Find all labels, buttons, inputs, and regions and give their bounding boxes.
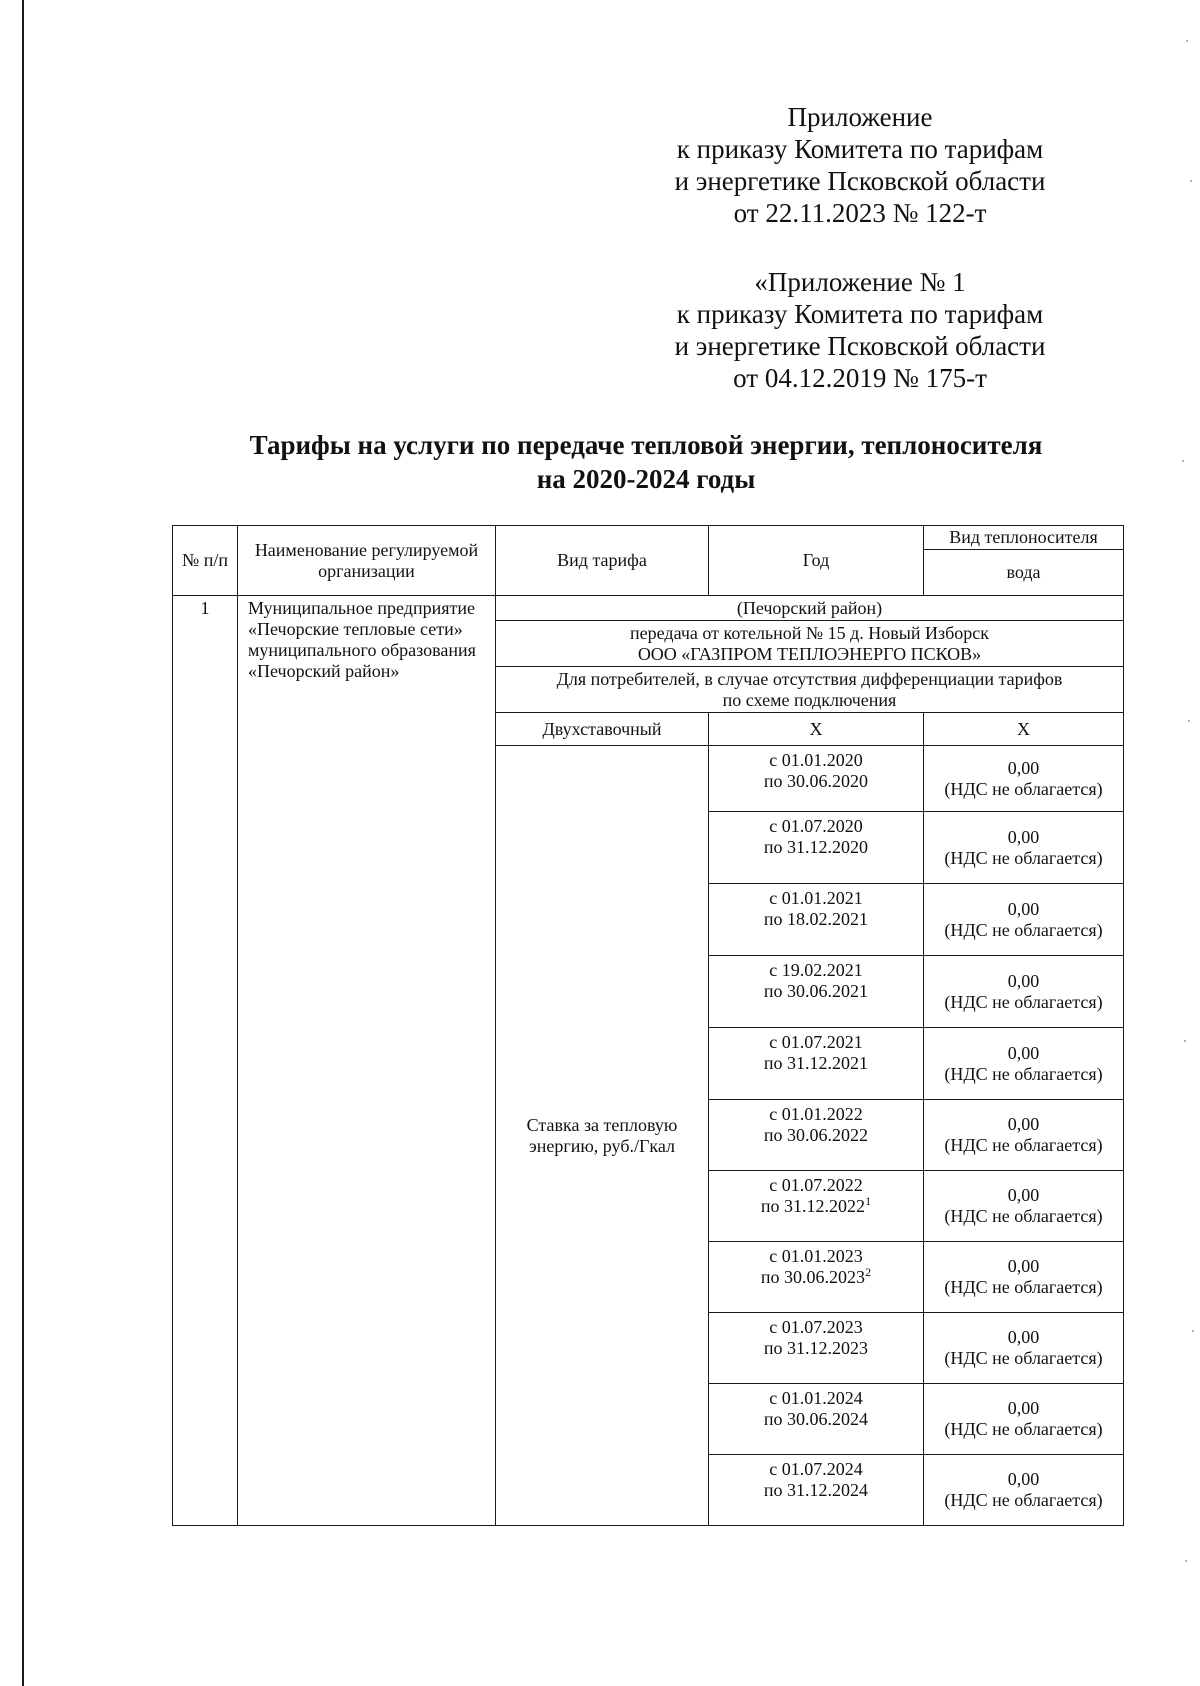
tariff-value: 0,00 xyxy=(1007,1469,1040,1489)
tariff-value: 0,00 xyxy=(1007,970,1040,991)
period-from: с 01.01.2020 xyxy=(769,750,863,770)
tariff-value-cell xyxy=(924,956,1124,1028)
period-from: с 01.01.2023 xyxy=(769,1246,863,1266)
scan-right-noise xyxy=(1176,0,1200,1686)
tariff-value-cell xyxy=(924,812,1124,884)
header-carrier-water: вода xyxy=(924,550,1124,596)
period-to: по 31.12.2020 xyxy=(763,837,869,857)
organization-name: Муниципальное предприятие «Печорские тепловые сети» муниципального образования «Печорский район» xyxy=(238,596,496,1526)
tariff-value-cell xyxy=(924,1171,1124,1242)
period-cell xyxy=(709,956,924,1028)
tariff-value-cell xyxy=(924,1100,1124,1171)
period-to: по 30.06.2023$^2$ xyxy=(760,1265,872,1287)
period-from: с 01.07.2022 xyxy=(769,1175,863,1195)
period-from: с 01.07.2024 xyxy=(769,1459,863,1479)
period-to: по 31.12.2022$^1$ xyxy=(760,1194,872,1216)
header-carrier-type: Вид теплоносителя xyxy=(924,526,1124,550)
period-from: с 01.07.2020 xyxy=(769,816,863,836)
period-cell xyxy=(709,1384,924,1455)
period-from: с 19.02.2021 xyxy=(769,960,863,980)
heat-source-line: передача от котельной № 15 д. Новый Изборск xyxy=(630,622,989,643)
consumer-group-line: по схеме подключения xyxy=(722,689,897,710)
period-cell xyxy=(709,1455,924,1526)
tariff-value: 0,00 xyxy=(1007,757,1040,778)
district-label: (Печорский район) xyxy=(496,596,1124,621)
appendix-current-order xyxy=(640,101,1080,229)
period-cell xyxy=(709,1028,924,1100)
period-to: по 31.12.2024 xyxy=(763,1480,869,1500)
vat-note: (НДС не облагается) xyxy=(944,919,1103,940)
heat-source-company: ООО «ГАЗПРОМ ТЕПЛОЭНЕРГО ПСКОВ» xyxy=(637,643,982,664)
row-number: 1 xyxy=(173,596,238,1526)
consumer-group xyxy=(496,667,1124,713)
tariff-value-cell xyxy=(924,1242,1124,1313)
period-cell xyxy=(709,884,924,956)
tariff-value: 0,00 xyxy=(1007,1327,1040,1347)
document-title xyxy=(196,428,1096,496)
vat-note: (НДС не облагается) xyxy=(944,1490,1103,1510)
period-cell xyxy=(709,1171,924,1242)
header-tariff-type: Вид тарифа xyxy=(496,526,709,596)
vat-note: (НДС не облагается) xyxy=(944,1063,1103,1084)
vat-note: (НДС не облагается) xyxy=(944,847,1103,868)
period-from: с 01.07.2021 xyxy=(769,1032,863,1052)
appendix-line: Приложение xyxy=(787,102,933,132)
vat-note: (НДС не облагается) xyxy=(944,778,1103,799)
tariff-value-cell xyxy=(924,746,1124,812)
tariff-value-cell xyxy=(924,1028,1124,1100)
vat-note: (НДС не облагается) xyxy=(944,1277,1103,1297)
appendix-line: от 22.11.2023 № 122-т xyxy=(733,198,987,228)
appendix-line: и энергетике Псковской области xyxy=(674,166,1046,196)
tariff-value: 0,00 xyxy=(1007,1398,1040,1418)
two-part-year: Х xyxy=(709,713,924,746)
appendix-line: и энергетике Псковской области xyxy=(674,331,1046,361)
period-to: по 31.12.2021 xyxy=(763,1053,869,1073)
vat-note: (НДС не облагается) xyxy=(944,1348,1103,1368)
tariff-value-cell xyxy=(924,1313,1124,1384)
period-from: с 01.07.2023 xyxy=(769,1317,863,1337)
vat-note: (НДС не облагается) xyxy=(944,1135,1103,1155)
tariff-value: 0,00 xyxy=(1007,1185,1040,1205)
rate-label: Ставка за тепловую энергию, руб./Гкал xyxy=(496,746,709,1526)
heat-source xyxy=(496,621,1124,667)
period-to: по 30.06.2020 xyxy=(763,771,869,791)
header-organization: Наименование регулируемой организации xyxy=(238,526,496,596)
two-part-value: Х xyxy=(924,713,1124,746)
period-to: по 30.06.2024 xyxy=(763,1409,869,1429)
period-cell xyxy=(709,746,924,812)
appendix-line: к приказу Комитета по тарифам xyxy=(676,299,1044,329)
tariff-value-cell xyxy=(924,884,1124,956)
title-line: на 2020-2024 годы xyxy=(536,464,756,494)
vat-note: (НДС не облагается) xyxy=(944,991,1103,1012)
consumer-group-line: Для потребителей, в случае отсутствия дифференциации тарифов xyxy=(556,668,1063,689)
tariff-table xyxy=(172,525,1124,1526)
tariff-value: 0,00 xyxy=(1007,826,1040,847)
period-to: по 31.12.2023 xyxy=(763,1338,869,1358)
vat-note: (НДС не облагается) xyxy=(944,1206,1103,1226)
appendix-original-order xyxy=(640,266,1080,394)
appendix-line: к приказу Комитета по тарифам xyxy=(676,134,1044,164)
tariff-value-cell xyxy=(924,1455,1124,1526)
period-cell xyxy=(709,1100,924,1171)
appendix-line: от 04.12.2019 № 175-т xyxy=(733,363,987,393)
header-number: № п/п xyxy=(173,526,238,596)
vat-note: (НДС не облагается) xyxy=(944,1419,1103,1439)
period-cell xyxy=(709,812,924,884)
appendix-line: «Приложение № 1 xyxy=(754,267,966,297)
tariff-value: 0,00 xyxy=(1007,1114,1040,1134)
period-from: с 01.01.2022 xyxy=(769,1104,863,1124)
period-to: по 18.02.2021 xyxy=(763,909,869,929)
tariff-value: 0,00 xyxy=(1007,1042,1040,1063)
tariff-value: 0,00 xyxy=(1007,1256,1040,1276)
period-to: по 30.06.2022 xyxy=(763,1125,869,1145)
scan-left-edge xyxy=(22,0,24,1686)
period-cell xyxy=(709,1313,924,1384)
period-cell xyxy=(709,1242,924,1313)
period-to: по 30.06.2021 xyxy=(763,981,869,1001)
period-from: с 01.01.2024 xyxy=(769,1388,863,1408)
tariff-value-cell xyxy=(924,1384,1124,1455)
tariff-value: 0,00 xyxy=(1007,898,1040,919)
header-year: Год xyxy=(709,526,924,596)
title-line: Тарифы на услуги по передаче тепловой энергии, теплоносителя xyxy=(249,430,1043,460)
two-part-tariff-label: Двухставочный xyxy=(496,713,709,746)
period-from: с 01.01.2021 xyxy=(769,888,863,908)
